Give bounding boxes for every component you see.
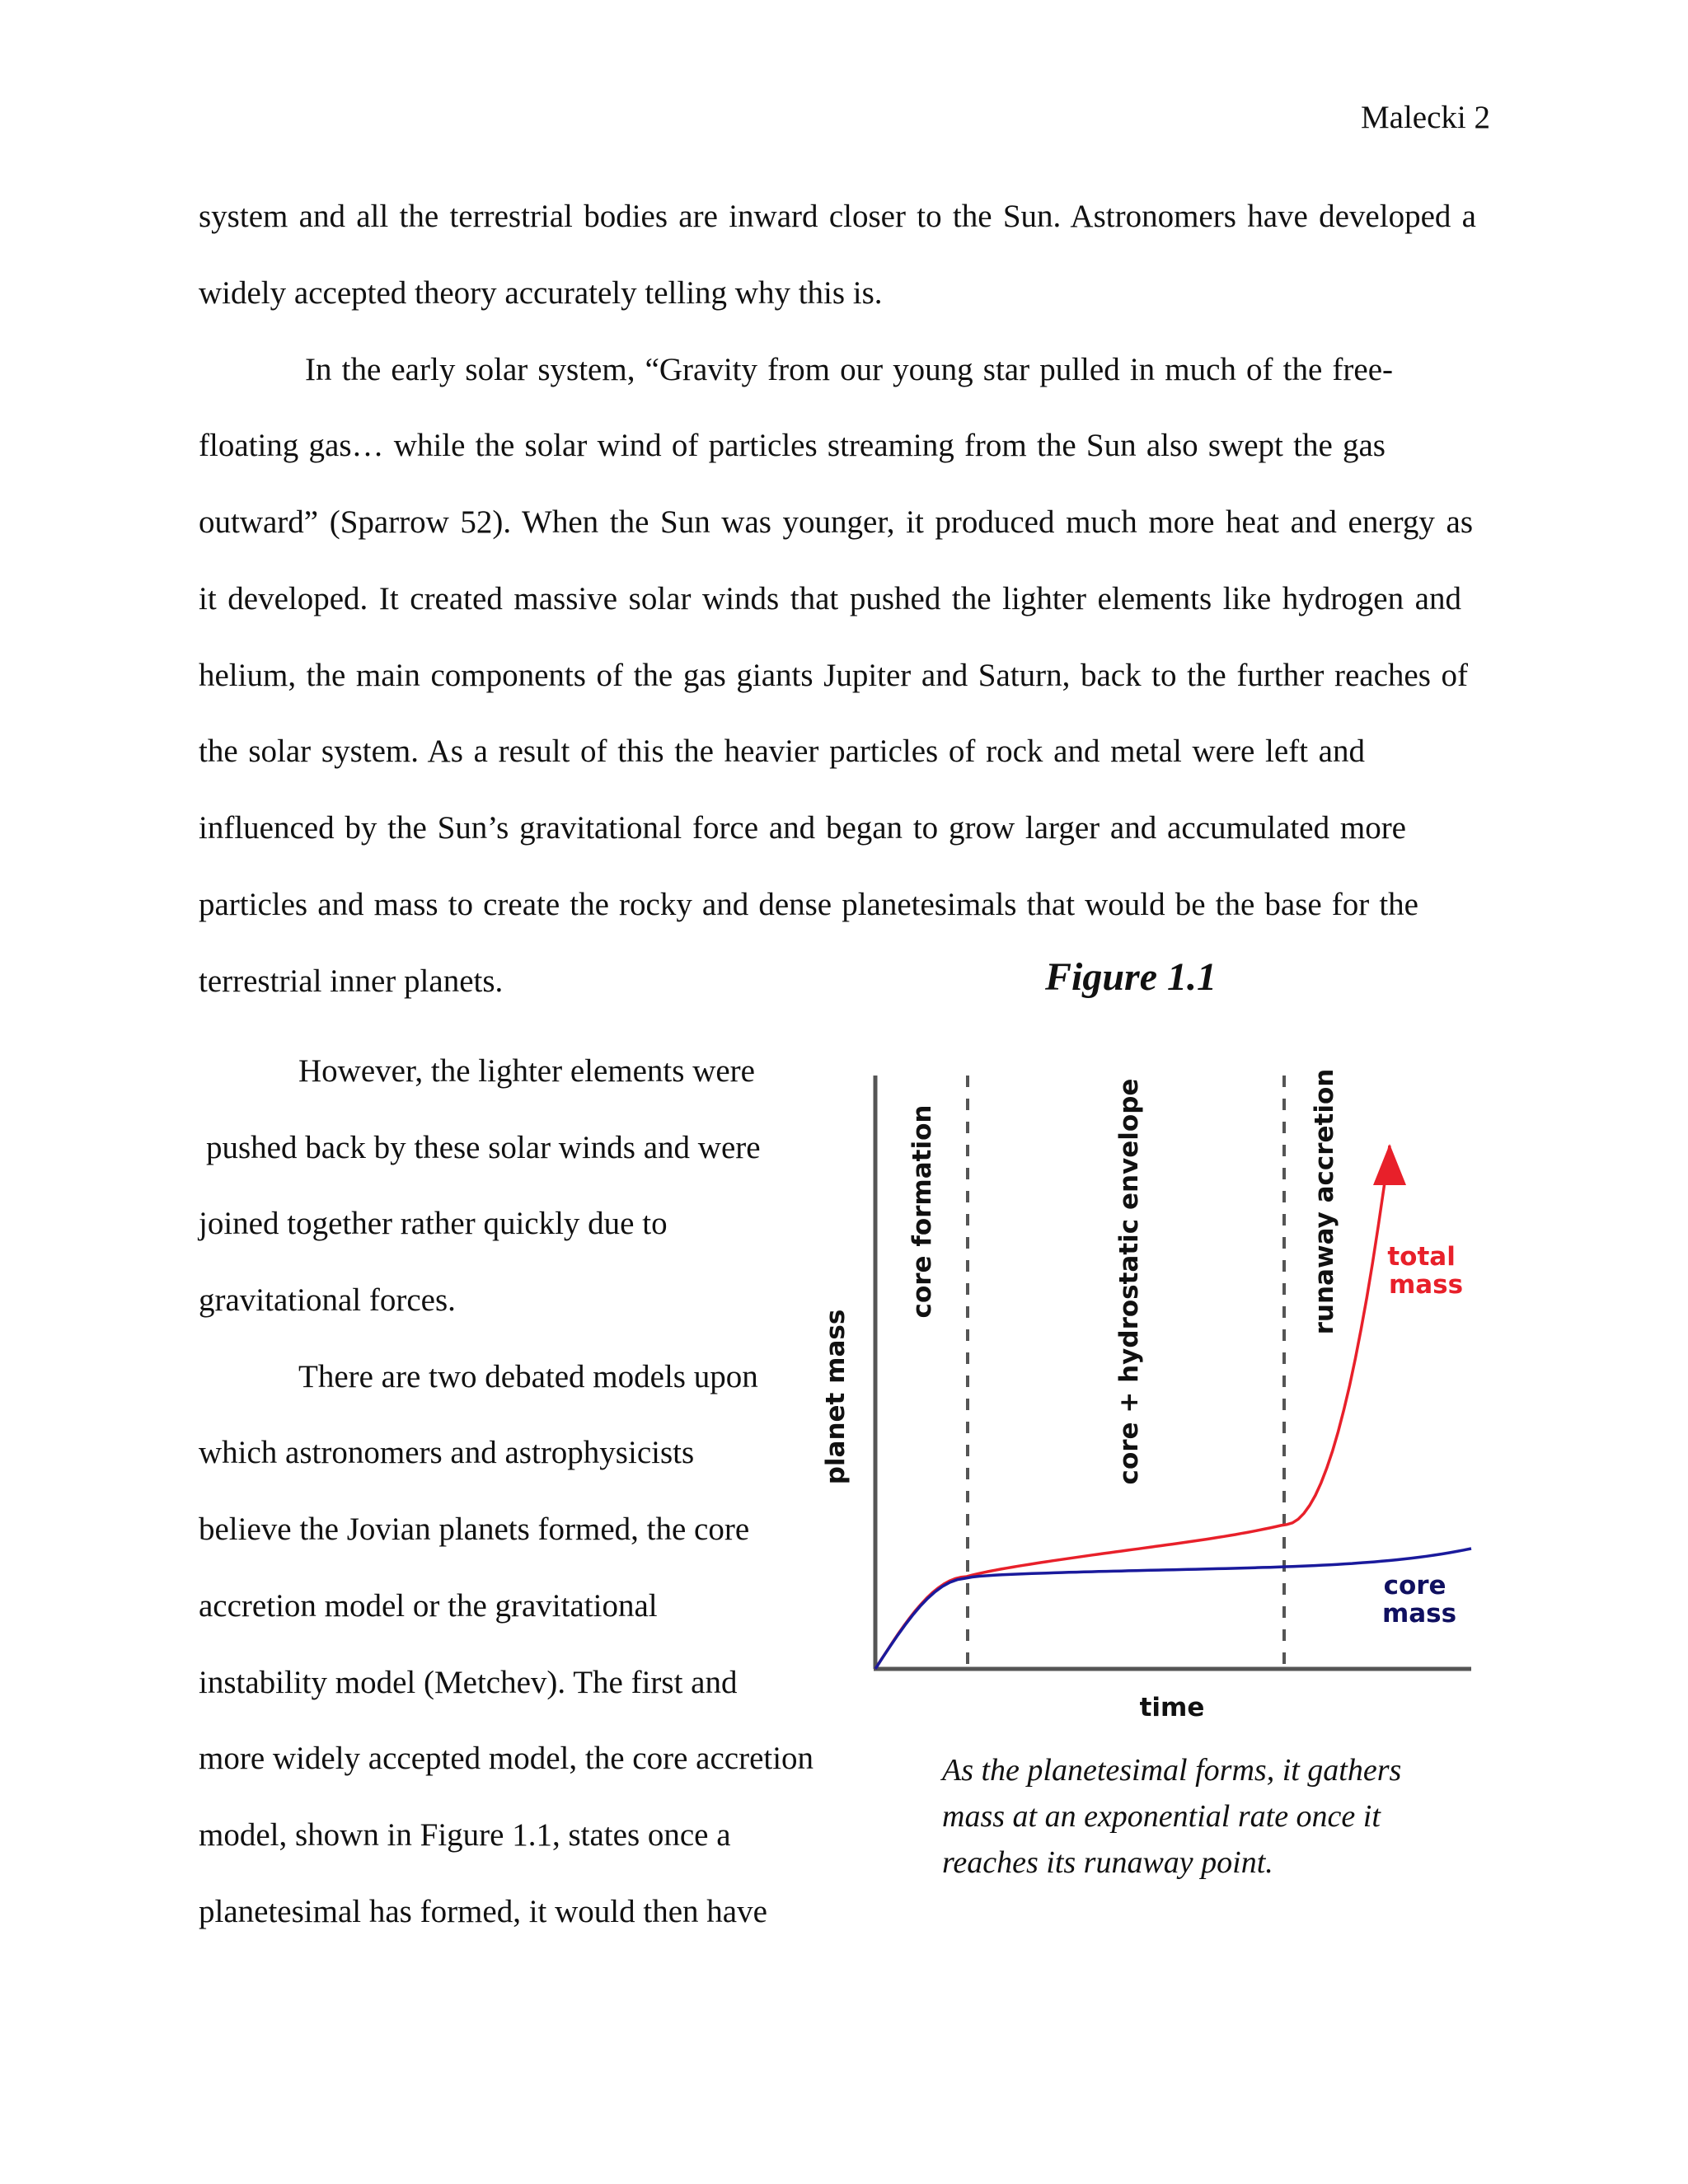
column-line-8: accretion model or the gravitational [199,1588,658,1624]
column-line-2: pushed back by these solar winds and were [206,1130,761,1165]
body-line-9: influenced by the Sun’s gravitational force and began to grow larger and accumulated more [199,810,1406,846]
body-line-4: floating gas… while the solar wind of particles streaming from the Sun also swept the gas [199,428,1386,463]
column-line-5: There are two debated models upon [298,1359,758,1394]
phase-label-core-envelope: core + hydrostatic envelope [1114,1078,1144,1485]
legend-core [1382,1571,1456,1629]
figure-caption: As the planetesimal forms, it gathers mass at an exponential rate once it reaches its runaway point. [942,1753,1402,1880]
phase-label-core-formation: core formation [907,1104,937,1319]
core-accretion-chart [816,1063,1492,1739]
column-line-12: planetesimal has formed, it would then have [199,1894,767,1929]
column-line-1: However, the lighter elements were [298,1053,755,1089]
phase-label-runaway-accretion: runaway accretion [1310,1068,1339,1335]
body-line-10: particles and mass to create the rocky and dense planetesimals that would be the base for the [199,887,1418,922]
column-line-4: gravitational forces. [199,1282,456,1318]
column-line-6: which astronomers and astrophysicists [199,1435,695,1470]
column-line-10: more widely accepted model, the core accretion [199,1741,814,1776]
legend-total-word-2: mass [1388,1270,1464,1300]
body-line-3: In the early solar system, “Gravity from our young star pulled in much of the free- [305,352,1393,387]
body-line-6: it developed. It created massive solar winds that pushed the lighter elements like hydrogen and [199,581,1461,616]
legend-core-word-1: core [1383,1571,1447,1601]
legend-total [1387,1242,1464,1300]
column-line-11: model, shown in Figure 1.1, states once a [199,1817,731,1853]
column-line-9: instability model (Metchev). The first and [199,1665,738,1700]
body-line-8: the solar system. As a result of this the heavier particles of rock and metal were left and [199,733,1365,769]
body-line-1: system and all the terrestrial bodies are inward closer to the Sun. Astronomers have developed a [199,199,1476,234]
body-line-2: widely accepted theory accurately telling why this is. [199,275,883,311]
body-line-11: terrestrial inner planets. [199,963,504,999]
legend-core-word-2: mass [1381,1599,1457,1629]
column-line-7: believe the Jovian planets formed, the core [199,1511,750,1547]
body-line-5: outward” (Sparrow 52). When the Sun was younger, it produced much more heat and energy as [199,504,1473,540]
total-mass-arrowhead [1373,1144,1406,1185]
legend-total-word-1: total [1387,1242,1456,1272]
x-axis-label: time [1139,1693,1205,1722]
running-head: Malecki 2 [1360,100,1490,135]
column-line-3: joined together rather quickly due to [199,1206,668,1241]
y-axis-label: planet mass [821,1309,851,1485]
body-line-7: helium, the main components of the gas giants Jupiter and Saturn, back to the further reaches of [199,658,1468,693]
figure-title: Figure 1.1 [1045,955,1217,999]
